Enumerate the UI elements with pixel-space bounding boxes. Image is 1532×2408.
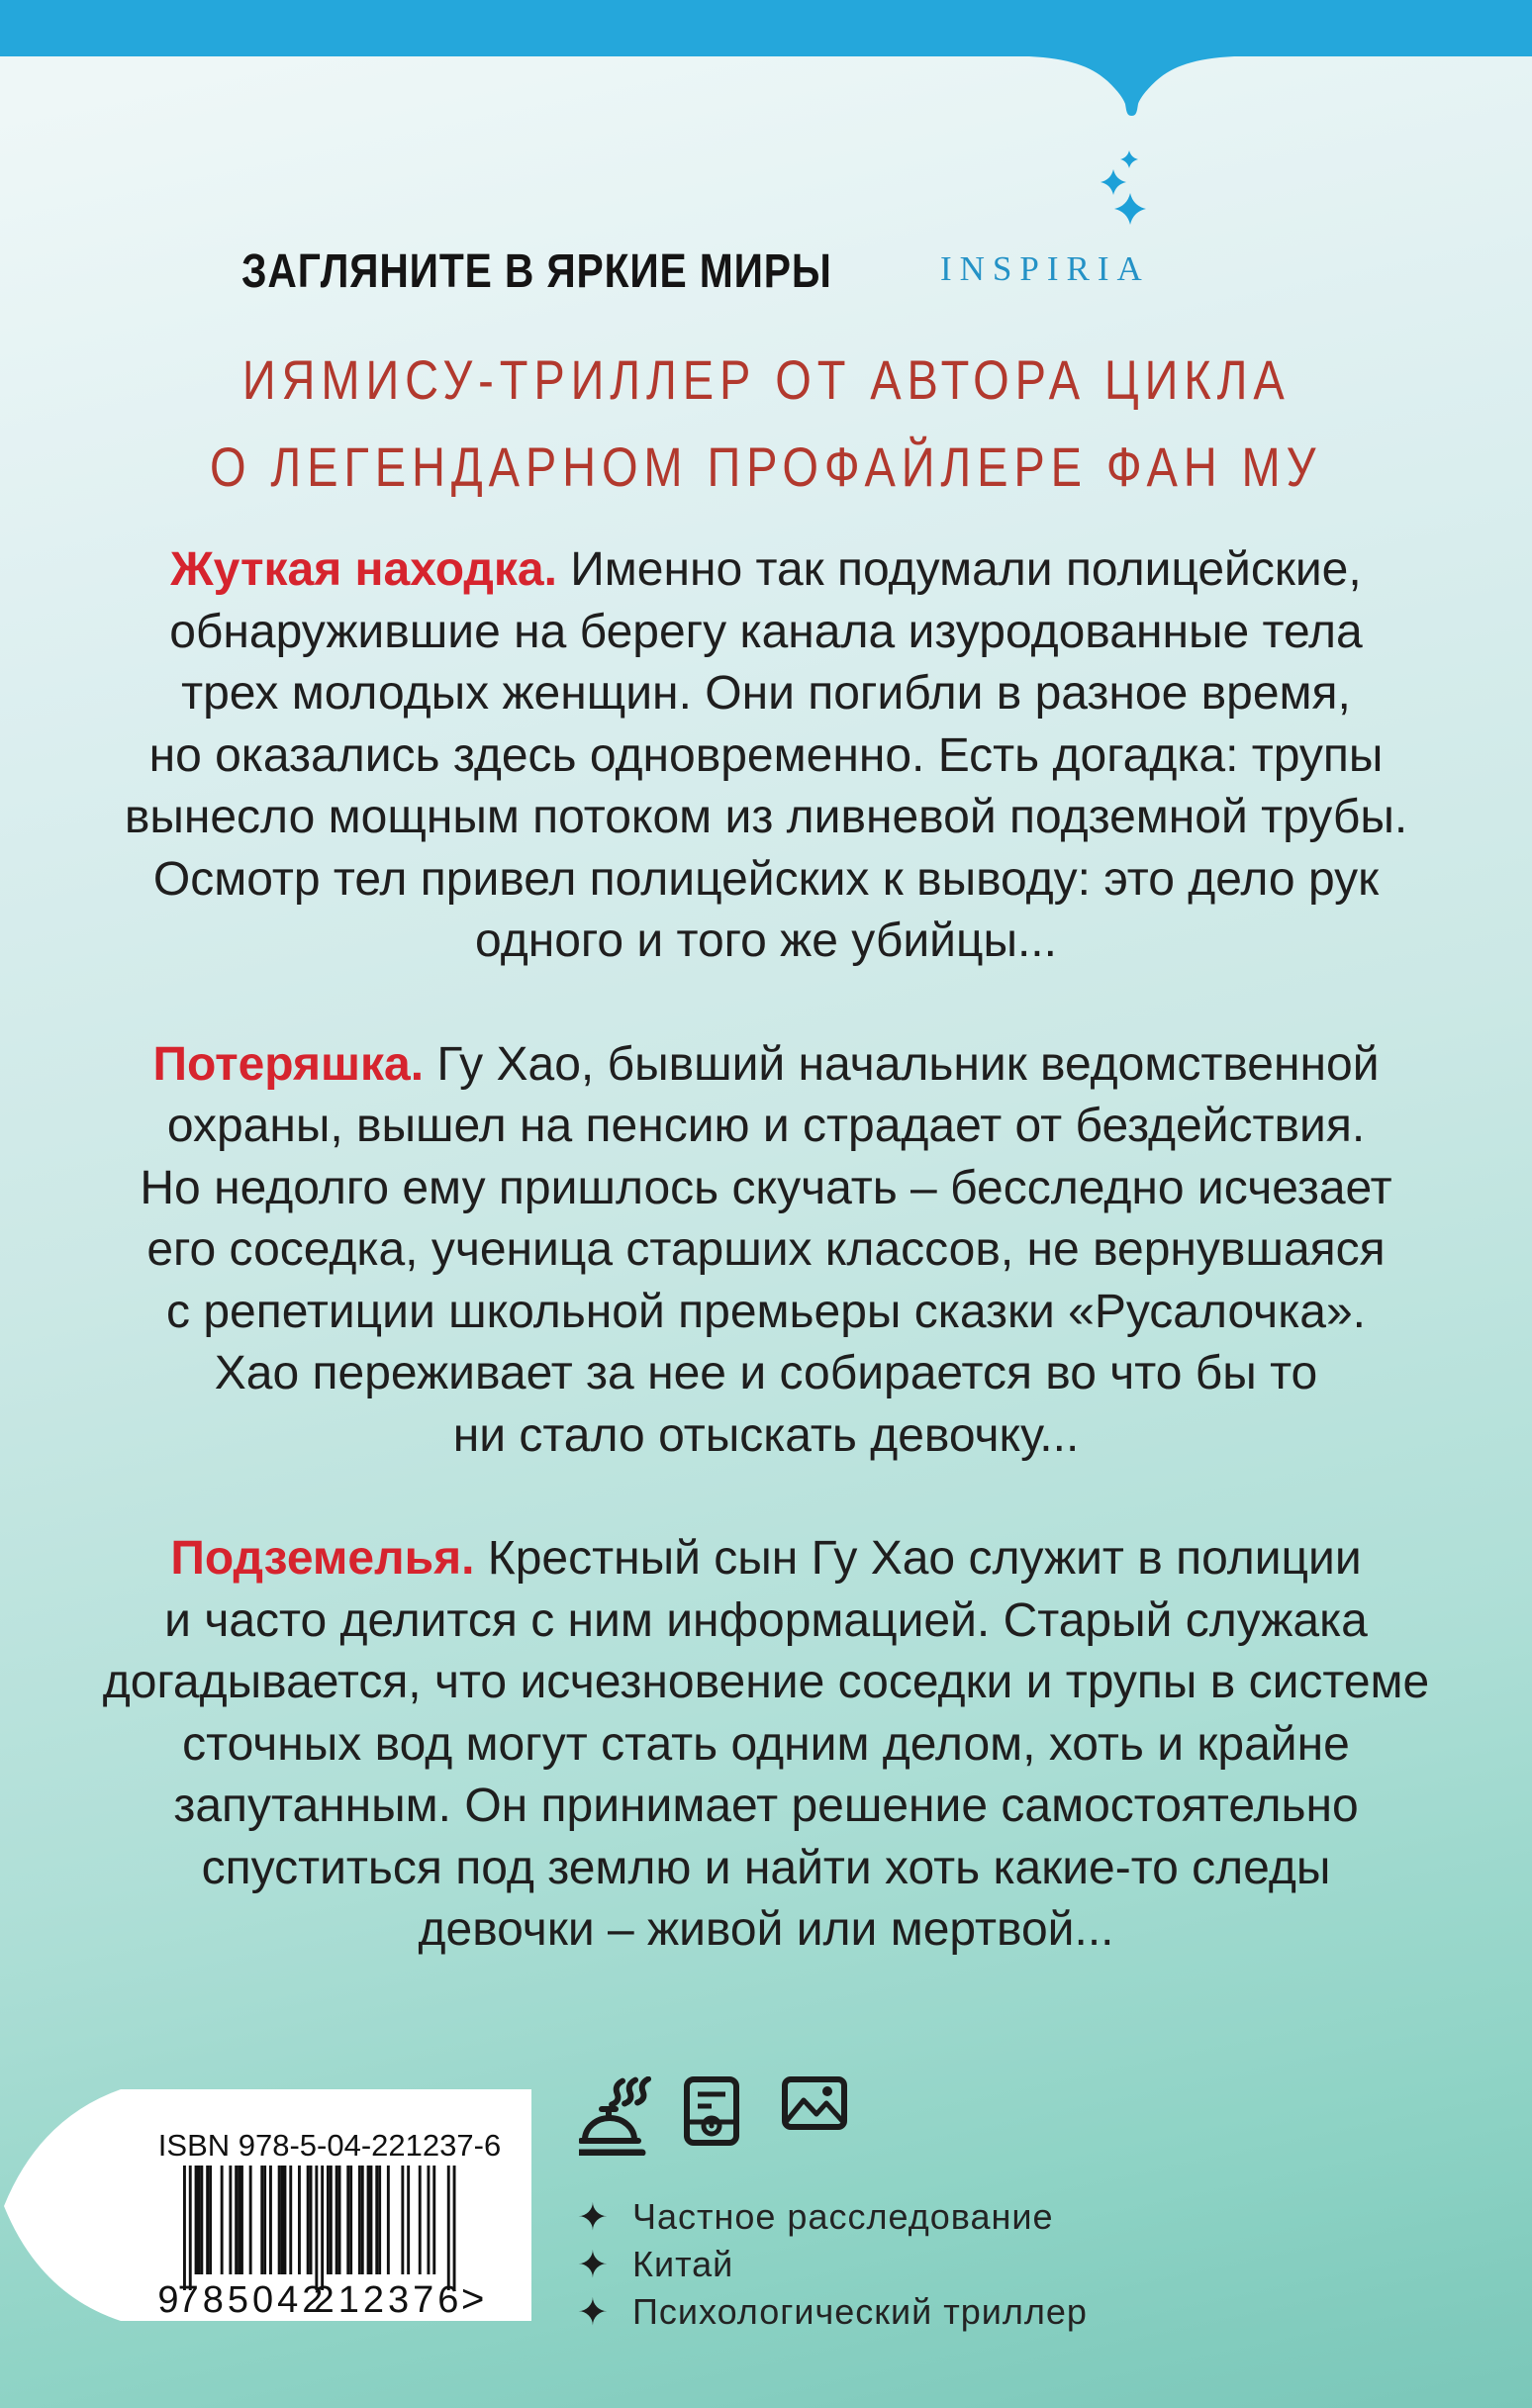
- cloche-steam-icon: [579, 2076, 654, 2156]
- barcode-bar: [310, 2166, 313, 2274]
- barcode-bar: [375, 2166, 378, 2274]
- paragraph-line: обнаружившие на берегу канала изуродованные тела: [169, 605, 1363, 658]
- barcode-bar: [206, 2166, 209, 2274]
- paragraph-line: Но недолго ему пришлось скучать – бесследно исчезает: [140, 1161, 1392, 1214]
- barcode-bar: [240, 2166, 243, 2274]
- genre-tags: [577, 2193, 1088, 2336]
- genre-tag: [577, 2241, 1088, 2288]
- author-heading-line: ИЯМИСУ-ТРИЛЛЕР ОТ АВТОРА ЦИКЛА: [241, 348, 1291, 411]
- genre-tag-label: Частное расследование: [632, 2196, 1054, 2237]
- series-tagline: [241, 244, 936, 299]
- paragraph-line: трех молодых женщин. Они погибли в разное время,: [181, 667, 1351, 720]
- barcode-bar: [428, 2166, 431, 2274]
- barcode-bar: [387, 2166, 390, 2274]
- inspiria-logo: INSPIRIA: [940, 249, 1150, 288]
- paragraph-line: Осмотр тел привел полицейских к выводу: это дело рук: [152, 852, 1380, 906]
- barcode-bar: [235, 2166, 238, 2274]
- barcode-bar: [183, 2166, 186, 2290]
- barcode-bar: [189, 2166, 192, 2290]
- barcode-bar: [358, 2166, 361, 2274]
- barcode-bar: [367, 2166, 370, 2274]
- barcode-bar: [401, 2166, 404, 2274]
- genre-tag: [577, 2288, 1088, 2336]
- author-heading-line: О ЛЕГЕНДАРНОМ ПРОФАЙЛЕРЕ ФАН МУ: [210, 435, 1322, 498]
- genre-tag: [577, 2193, 1088, 2241]
- barcode-bar: [327, 2166, 330, 2274]
- barcode-bar: [419, 2166, 422, 2274]
- drop-shape: [1029, 54, 1234, 116]
- sparkle-bullet-icon: ✦: [577, 2291, 609, 2334]
- barcode-bar: [269, 2166, 272, 2274]
- barcode-bar: [198, 2166, 201, 2274]
- sparkle-bullet-icon: ✦: [577, 2244, 609, 2286]
- barcode-bar: [260, 2166, 263, 2274]
- barcode-bar: [278, 2166, 281, 2274]
- isbn-barcode-label: [0, 2078, 594, 2336]
- barcode-bar: [209, 2166, 212, 2274]
- paragraph-line: девочки – живой или мертвой...: [418, 1903, 1114, 1956]
- ean-digits-group2: 212376: [313, 2279, 463, 2321]
- ean-digit-first: 9: [157, 2279, 179, 2321]
- paragraph-line: Потеряшка. Гу Хао, бывший начальник ведомственной: [152, 1037, 1380, 1091]
- paragraph-lead: Подземелья.: [170, 1532, 488, 1585]
- barcode-bar: [229, 2166, 232, 2274]
- barcode-bar: [447, 2166, 450, 2290]
- barcode-bar: [289, 2166, 292, 2274]
- paragraph-line: одного и того же убийцы...: [475, 915, 1057, 967]
- top-blue-band: [0, 0, 1532, 56]
- series-tagline-text: ЗАГЛЯНИТЕ В ЯРКИЕ МИРЫ: [241, 245, 832, 298]
- ereader-icon: [684, 2076, 739, 2148]
- paragraph-line: его соседка, ученица старших классов, не вернувшаяся: [146, 1223, 1386, 1276]
- barcode-bar: [195, 2166, 198, 2274]
- paragraph-line: Подземелья. Крестный сын Гу Хао служит в полиции: [170, 1532, 1362, 1585]
- barcode-bar: [378, 2166, 381, 2274]
- paragraph-line: сточных вод могут стать одним делом, хоть и крайне: [182, 1717, 1350, 1771]
- paragraph-line: догадывается, что исчезновение соседки и трупы в системе: [102, 1656, 1430, 1708]
- barcode-bar: [298, 2166, 301, 2274]
- paragraph-line: Хао переживает за нее и собирается во что бы то: [214, 1347, 1318, 1399]
- paragraph-line: охраны, вышел на пенсию и страдает от бездействия.: [166, 1100, 1366, 1152]
- barcode-bar: [453, 2166, 456, 2290]
- paragraph: [63, 539, 1469, 973]
- barcode-bar: [370, 2166, 373, 2274]
- ean-arrow: >: [461, 2277, 485, 2321]
- paragraph: [63, 1528, 1469, 1962]
- paragraph: [63, 1034, 1469, 1468]
- barcode-bar: [407, 2166, 410, 2274]
- paragraph-line: с репетиции школьной премьеры сказки «Русалочка».: [166, 1285, 1366, 1338]
- paragraph-line: но оказались здесь одновременно. Есть догадка: трупы: [148, 728, 1384, 782]
- barcode-bar: [263, 2166, 266, 2274]
- paragraph-lead: Жуткая находка.: [170, 543, 571, 596]
- barcode-bar: [315, 2166, 318, 2290]
- barcode-bar: [307, 2166, 310, 2274]
- ean-digits-group1: 785042: [177, 2279, 328, 2321]
- paragraph-line: Жуткая находка. Именно так подумали полицейские,: [170, 543, 1362, 596]
- sparkles-icon: [1101, 150, 1146, 225]
- barcode-bar: [346, 2166, 349, 2274]
- barcode-bar: [335, 2166, 338, 2274]
- annotation-text: [63, 539, 1469, 2023]
- author-heading: [0, 337, 1532, 511]
- paragraph-line: спуститься под землю и найти хоть какие-то следы: [201, 1841, 1331, 1894]
- barcode-bar: [349, 2166, 352, 2274]
- barcode-bar: [432, 2166, 435, 2274]
- genre-tag-label: Психологический триллер: [632, 2291, 1088, 2332]
- paragraph-line: ни стало отыскать девочку...: [452, 1408, 1080, 1462]
- barcode-bar: [238, 2166, 240, 2274]
- barcode-bar: [281, 2166, 284, 2274]
- paragraph-lead: Потеряшка.: [152, 1037, 437, 1091]
- barcode-bar: [284, 2166, 287, 2274]
- barcode-bar: [321, 2166, 324, 2290]
- barcode-bar: [338, 2166, 341, 2274]
- barcode-bar: [330, 2166, 333, 2274]
- paragraph-line: вынесло мощным потоком из ливневой подземной трубы.: [124, 791, 1408, 843]
- picture-icon: [782, 2076, 847, 2130]
- barcode-bar: [361, 2166, 364, 2274]
- barcode-bar: [221, 2166, 224, 2274]
- genre-tag-label: Китай: [632, 2244, 734, 2284]
- barcode-bar: [200, 2166, 203, 2274]
- barcode-bar: [249, 2166, 252, 2274]
- paragraph-line: запутанным. Он принимает решение самостоятельно: [173, 1780, 1359, 1832]
- isbn-number: ISBN 978-5-04-221237-6: [157, 2128, 502, 2163]
- sparkle-bullet-icon: ✦: [577, 2196, 609, 2239]
- paragraph-line: и часто делится с ним информацией. Старый служака: [164, 1593, 1368, 1647]
